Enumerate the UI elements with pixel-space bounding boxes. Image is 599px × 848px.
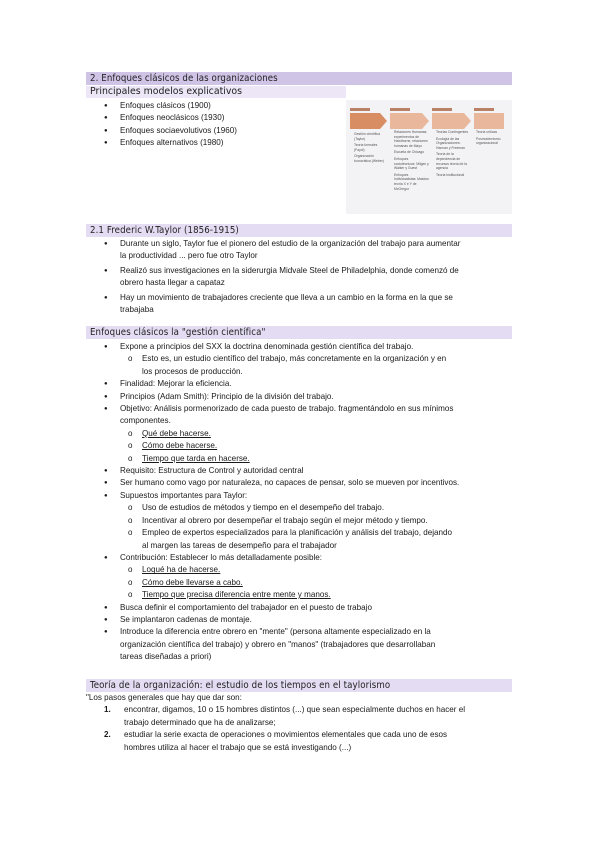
list-item-continuation: trabajaba: [120, 305, 154, 315]
list-item: ● Ser humano como vago por naturaleza, no capaces de pensar, solo se mueven por incentivos.: [104, 477, 524, 489]
list-item: ● Expone a principios del SXX la doctrina denominada gestión científica del trabajo.: [104, 341, 524, 353]
list-item: [128, 564, 524, 576]
models-timeline-diagram: [346, 100, 512, 214]
diagram-bar: [474, 108, 494, 111]
list-item: ● Se implantaron cadenas de montaje.: [104, 614, 524, 626]
diagram-item: Teorías Contingentes: [436, 130, 469, 134]
list-item: o Esto es, un estudio científico del trabajo, más concretamente en la organización y en: [128, 353, 524, 365]
list-item: [128, 453, 524, 465]
list-item: ● Durante un siglo, Taylor fue el pionero del estudio de la organización del trabajo para aumentar: [104, 238, 524, 250]
list-item-continuation: obrero hasta llegar a capataz: [120, 278, 225, 288]
tiempos-section: [86, 692, 516, 754]
diagram-bar: [432, 108, 452, 111]
diagram-bar: [390, 108, 410, 111]
list-item: [128, 577, 524, 589]
diagram-item: Teoría formales (Fayol): [354, 143, 378, 152]
taylor-bullets: [104, 238, 524, 316]
diagram-stage-box: [474, 113, 504, 129]
numbered-item: [104, 704, 516, 729]
diagram-arrow: [464, 113, 471, 129]
gestion-cientifica-list: [104, 341, 524, 664]
list-item: ● Requisito: Estructura de Control y autoridad central: [104, 465, 524, 477]
list-item: ● Contribución: Establecer lo más detalladamente posible:: [104, 552, 524, 564]
diagram-arrow: [422, 113, 429, 129]
diagram-stage-box: [350, 113, 380, 129]
list-item: tareas diseñadas a priori): [120, 652, 212, 662]
list-item: o Incentivar al obrero por desempeñar el trabajo según el mejor método y tiempo.: [128, 515, 524, 527]
item-line: estudiar la serie exacta de operaciones o movimientos elementales que cada uno de esos: [124, 730, 448, 740]
section-title-gestion-cientifica: Enfoques clásicos la "gestión científica": [86, 326, 512, 339]
underlined-text: Cómo debe llevarse a cabo.: [142, 577, 243, 587]
diagram-item: Enfoques sociotécnicos: Milgen y Walker y Guest: [394, 156, 429, 171]
list-item: ● Realizó sus investigaciones en la siderurgia Midvale Steel de Philadelphia, donde comenzó de: [104, 265, 524, 277]
list-item: ● Objetivo: Análisis pormenorizado de cada puesto de trabajo. fragmentándolo en sus mínimos: [104, 403, 524, 415]
list-item: al margen las tareas de desempeño para el trabajador: [142, 540, 337, 550]
diagram-stage-box: [432, 113, 464, 129]
underlined-text: Cómo debe hacerse.: [142, 441, 218, 451]
underlined-text: Tiempo que tarda en hacerse.: [142, 453, 250, 463]
item-line: hombres utiliza al hacer el trabajo que se está investigando (...): [124, 742, 352, 752]
list-item: ● Supuestos importantes para Taylor:: [104, 490, 524, 502]
list-item: ● Hay un movimiento de trabajadores creciente que lleva a un cambio en la forma en la que se: [104, 292, 524, 304]
diagram-item: Teoría institucional: [436, 172, 465, 177]
list-item: ● Enfoques clásicos (1900): [104, 100, 344, 112]
diagram-item: Ecología de las Organizaciones: Hannan y Freeman: [436, 136, 466, 150]
section-title-enfoques-clasicos: 2. Enfoques clásicos de las organizaciones: [86, 72, 512, 85]
list-item: ● Principios (Adam Smith): Principio de la división del trabajo.: [104, 391, 524, 403]
item-line: trabajo determinado que ha de analizarse;: [124, 717, 276, 727]
diagram-item: Organización burocrática (Weber): [354, 154, 384, 163]
diagram-stage-box: [390, 113, 422, 129]
item-number: 1.: [104, 705, 111, 715]
section-title-estudio-tiempos: Teoría de la organización: el estudio de los tiempos en el taylorismo: [86, 679, 512, 692]
diagram-column: [394, 130, 430, 193]
section-title-taylor: 2.1 Frederic W.Taylor (1856-1915): [86, 224, 512, 237]
list-item: [128, 440, 524, 452]
list-item: ● Introduce la diferencia entre obrero en "mente" (persona altamente especializado en la: [104, 626, 524, 638]
list-item: organización científica del trabajo) y obrero en "manos" (trabajadores que desarrollaban: [120, 639, 436, 649]
diagram-bar: [350, 108, 370, 111]
diagram-item: Escuela de Chicago: [394, 150, 425, 155]
intro-text: "Los pasos generales que hay que dar son:: [86, 693, 242, 702]
diagram-item: Teoría críticas: [476, 130, 498, 134]
diagram-arrow: [380, 113, 387, 129]
underlined-text: Qué debe hacerse.: [142, 428, 211, 438]
list-item: [128, 589, 524, 601]
diagram-column: [436, 130, 472, 179]
list-item: componentes.: [120, 416, 171, 426]
diagram-item: Gestión científica (Taylor): [354, 132, 381, 141]
item-number: 2.: [104, 730, 111, 740]
diagram-item: Relaciones Humanas: experimentos de Hawthorne, relaciones humanas de Mayo: [394, 130, 428, 148]
list-item: o Empleo de expertos especializados para la planificación y análisis del trabajo, dejando: [128, 527, 524, 539]
list-item-continuation: la productividad ... pero fue otro Taylor: [120, 251, 258, 261]
numbered-item: [104, 729, 516, 754]
list-item: ● Finalidad: Mejorar la eficiencia.: [104, 378, 524, 390]
diagram-item: Posmodernismo organizacional: [476, 136, 501, 146]
list-item: [128, 428, 524, 440]
diagram-item: Enfoques Individualistas: Maslow teoría X e Y de McGregor: [394, 172, 429, 191]
underlined-text: Loqué ha de hacerse.: [142, 565, 221, 575]
list-item: los procesos de producción.: [142, 366, 243, 376]
diagram-item: Teoría de la dependencia de recursos teoría de la agencia: [436, 152, 467, 171]
item-line: encontrar, digamos, 10 o 15 hombres distintos (...) que sean especialmente duchos en hacer el: [124, 705, 466, 715]
list-item: ● Enfoques sociaevolutivos (1960): [104, 125, 344, 137]
list-item: ● Busca definir el comportamiento del trabajador en el puesto de trabajo: [104, 602, 524, 614]
list-item: o Uso de estudios de métodos y tiempo en el desempeño del trabajo.: [128, 502, 524, 514]
models-list: [104, 100, 344, 150]
subsection-title-modelos: Principales modelos explicativos: [86, 86, 346, 98]
list-item: ● Enfoques alternativos (1980): [104, 137, 344, 149]
underlined-text: Tiempo que precisa diferencia entre mente y manos.: [142, 590, 331, 600]
list-item: ● Enfoques neoclásicos (1930): [104, 112, 344, 124]
diagram-column: [476, 130, 510, 148]
diagram-column: [354, 132, 388, 166]
